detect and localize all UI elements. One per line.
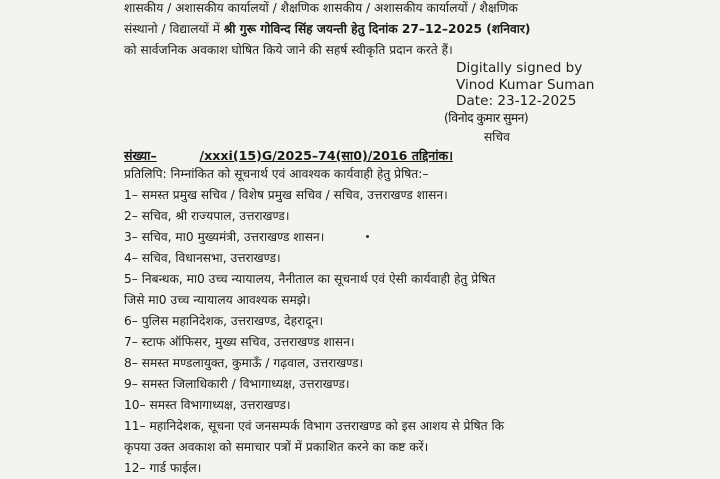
scan-speck [366, 235, 369, 238]
header-paragraph [124, 0, 702, 61]
copy-to-intro: प्रतिलिपि: निम्नांकित को सूचनार्थ एवं आवश्यक कार्यवाही हेतु प्रेषित:– [124, 167, 429, 181]
signatory-name: (विनोद कुमार सुमन) [444, 111, 529, 125]
list-item: 6– पुलिस महानिदेशक, उत्तराखण्ड, देहरादून। [124, 314, 324, 328]
digital-signature-line-1: Digitally signed by [456, 60, 583, 76]
list-item: 2– सचिव, श्री राज्यपाल, उत्तराखण्ड। [124, 209, 290, 223]
digital-signature-block [456, 60, 594, 110]
header-line-2-pre: संस्थानो / विद्यालयों में [124, 22, 224, 36]
list-item: 4– सचिव, विधानसभा, उत्तराखण्ड। [124, 251, 281, 265]
list-item: 3– सचिव, मा0 मुख्यमंत्री, उत्तराखण्ड शासन। [124, 230, 325, 244]
header-line-1: शासकीय / अशासकीय कार्यालयों / शैक्षणिक शासकीय / अशासकीय कार्यालयों / शैक्षणिक [124, 1, 518, 15]
digital-signature-line-2: Vinod Kumar Suman [456, 76, 595, 93]
reference-number-line [124, 147, 453, 164]
list-item: 1– समस्त प्रमुख सचिव / विशेष प्रमुख सचिव / सचिव, उत्तराखण्ड शासन। [124, 188, 448, 202]
header-line-3: को सार्वजनिक अवकाश घोषित किये जाने की सहर्ष स्वीकृति प्रदान करते हैं। [124, 43, 453, 57]
header-line-2 [124, 19, 702, 40]
reference-label: संख्या– [124, 148, 157, 163]
list-item-continuation: जिसे मा0 उच्च न्यायालय आवश्यक समझे। [124, 293, 311, 307]
signatory-designation: सचिव [484, 130, 510, 144]
list-item: 11– महानिदेशक, सूचना एवं जनसम्पर्क विभाग उत्तराखण्ड को इस आशय से प्रेषित कि [124, 419, 504, 433]
list-item: 8– समस्त मण्डलायुक्त, कुमाऊँ / गढ़वाल, उत्तराखण्ड। [124, 356, 364, 370]
copy-to-list [124, 164, 704, 479]
list-item: 5– निबन्धक, मा0 उच्च न्यायालय, नैनीताल का सूचनार्थ एवं ऐसी कार्यवाही हेतु प्रेषित [124, 272, 496, 286]
holiday-declaration: श्री गुरू गोविन्द सिंह जयन्ती हेतु दिनांक 27–12–2025 (शनिवार) [223, 22, 531, 36]
list-item: 9– समस्त जिलाधिकारी / विभागाध्यक्ष, उत्तराखण्ड। [124, 377, 350, 391]
list-item-continuation: कृपया उक्त अवकाश को समाचार पत्रों में प्रकाशित करने का कष्ट करें। [124, 440, 429, 454]
list-item: 12– गार्ड फाईल। [124, 461, 202, 475]
reference-number: /xxxi(15)G/2025–74(सा0)/2016 तद्दिनांक। [199, 148, 453, 163]
list-item: 7– स्टाफ ऑफिसर, मुख्य सचिव, उत्तराखण्ड शासन। [124, 335, 355, 349]
digital-signature-line-3: Date: 23-12-2025 [456, 93, 577, 109]
list-item: 10– समस्त विभागाध्यक्ष, उत्तराखण्ड। [124, 398, 291, 412]
